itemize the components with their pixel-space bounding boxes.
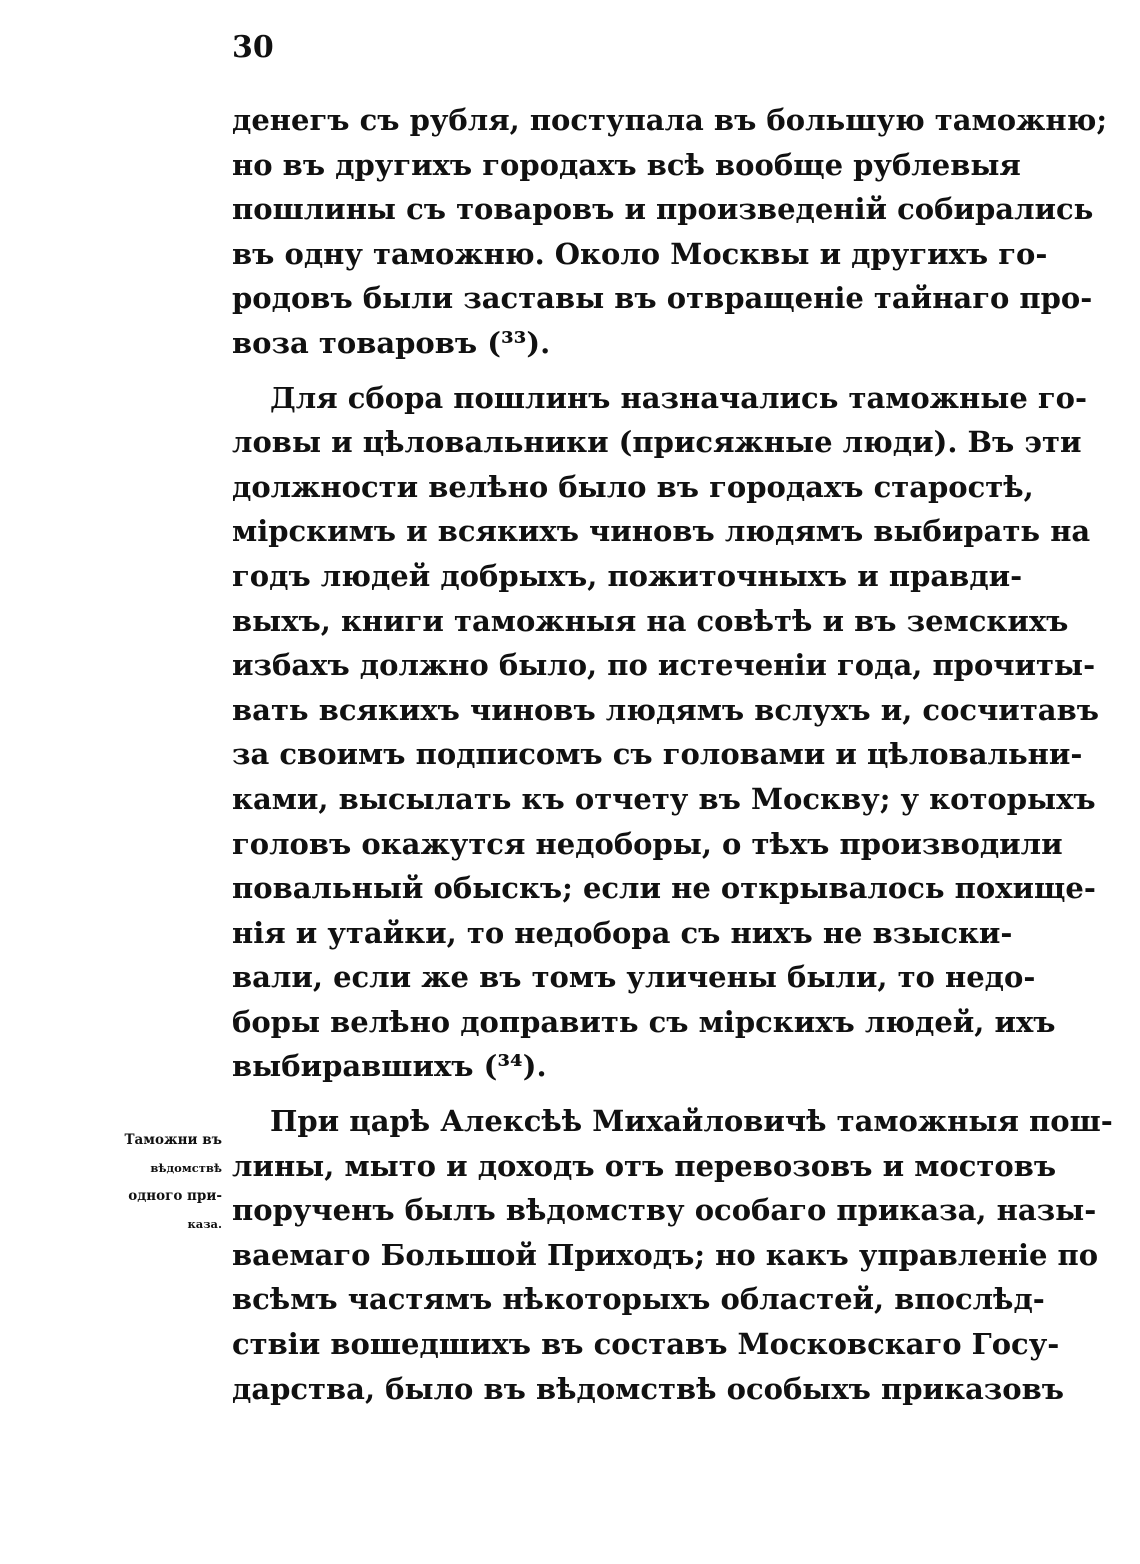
text-line: боры велѣно доправить съ мiрскихъ людей, ихъ <box>232 1004 1056 1039</box>
text-line: родовъ были заставы въ отвращенiе тайнаго про- <box>232 281 1093 316</box>
text-line: въ одну таможню. Около Москвы и другихъ го- <box>232 236 1048 271</box>
text-line: головъ окажутся недоборы, о тѣхъ производили <box>232 826 1063 861</box>
text-line: воза товаровъ (³³). <box>232 325 551 360</box>
text-line: При царѣ Алексѣѣ Михайловичѣ таможныя пош- <box>270 1104 1113 1139</box>
paragraph-1 <box>232 98 1108 366</box>
text-line: повальный обыскъ; если не открывалось похище- <box>232 871 1096 906</box>
text-line: выбиравшихъ (³⁴). <box>232 1049 547 1084</box>
text-line: пошлины съ товаровъ и произведенiй собирались <box>232 192 1094 227</box>
paragraph-3 <box>232 1099 1113 1411</box>
margin-note-line: вѣдомствѣ <box>150 1161 222 1175</box>
page-number: 30 <box>232 30 274 65</box>
text-line: ствiи вошедшихъ въ составъ Московскаго Госу- <box>232 1327 1060 1362</box>
body-text <box>232 98 1113 1411</box>
margin-note-line: каза. <box>187 1217 222 1231</box>
text-line: ловы и цѣловальники (присяжные люди). Въ эти <box>232 425 1082 460</box>
text-line: ваемаго Большой Приходъ; но какъ управленiе по <box>232 1237 1099 1272</box>
text-line: лины, мыто и доходъ отъ перевозовъ и мостовъ <box>232 1148 1057 1183</box>
text-line: нiя и утайки, то недобора съ нихъ не взыски- <box>232 915 1013 950</box>
text-line: порученъ былъ вѣдомству особаго приказа, назы- <box>232 1193 1097 1228</box>
text-line: ками, высылать къ отчету въ Москву; у которыхъ <box>232 781 1096 816</box>
text-line: годъ людей добрыхъ, пожиточныхъ и правди- <box>232 558 1023 593</box>
paragraph-2 <box>232 376 1099 1090</box>
text-line: выхъ, книги таможныя на совѣтѣ и въ земскихъ <box>232 603 1069 638</box>
text-line: Для сбора пошлинъ назначались таможные го- <box>270 380 1088 415</box>
text-line: избахъ должно было, по истеченiи года, прочиты- <box>232 648 1096 683</box>
margin-note-line: Таможни въ <box>124 1132 222 1148</box>
text-line: денегъ съ рубля, поступала въ большую таможню; <box>232 103 1108 137</box>
margin-note-line: одного при- <box>128 1188 222 1204</box>
text-line: за своимъ подписомъ съ головами и цѣловальни- <box>232 737 1083 772</box>
text-line: вать всякихъ чиновъ людямъ вслухъ и, сосчитавъ <box>232 692 1099 727</box>
text-line: всѣмъ частямъ нѣкоторыхъ областей, впослѣд- <box>232 1282 1045 1317</box>
text-line: мiрскимъ и всякихъ чиновъ людямъ выбирать на <box>232 514 1091 549</box>
text-line: но въ другихъ городахъ всѣ вообще рублевыя <box>232 147 1021 182</box>
text-line: дарства, было въ вѣдомствѣ особыхъ приказовъ <box>232 1371 1064 1406</box>
text-line: вали, если же въ томъ уличены были, то недо- <box>232 960 1036 995</box>
margin-note <box>86 1126 222 1238</box>
text-line: должности велѣно было въ городахъ старостѣ, <box>232 469 1034 504</box>
